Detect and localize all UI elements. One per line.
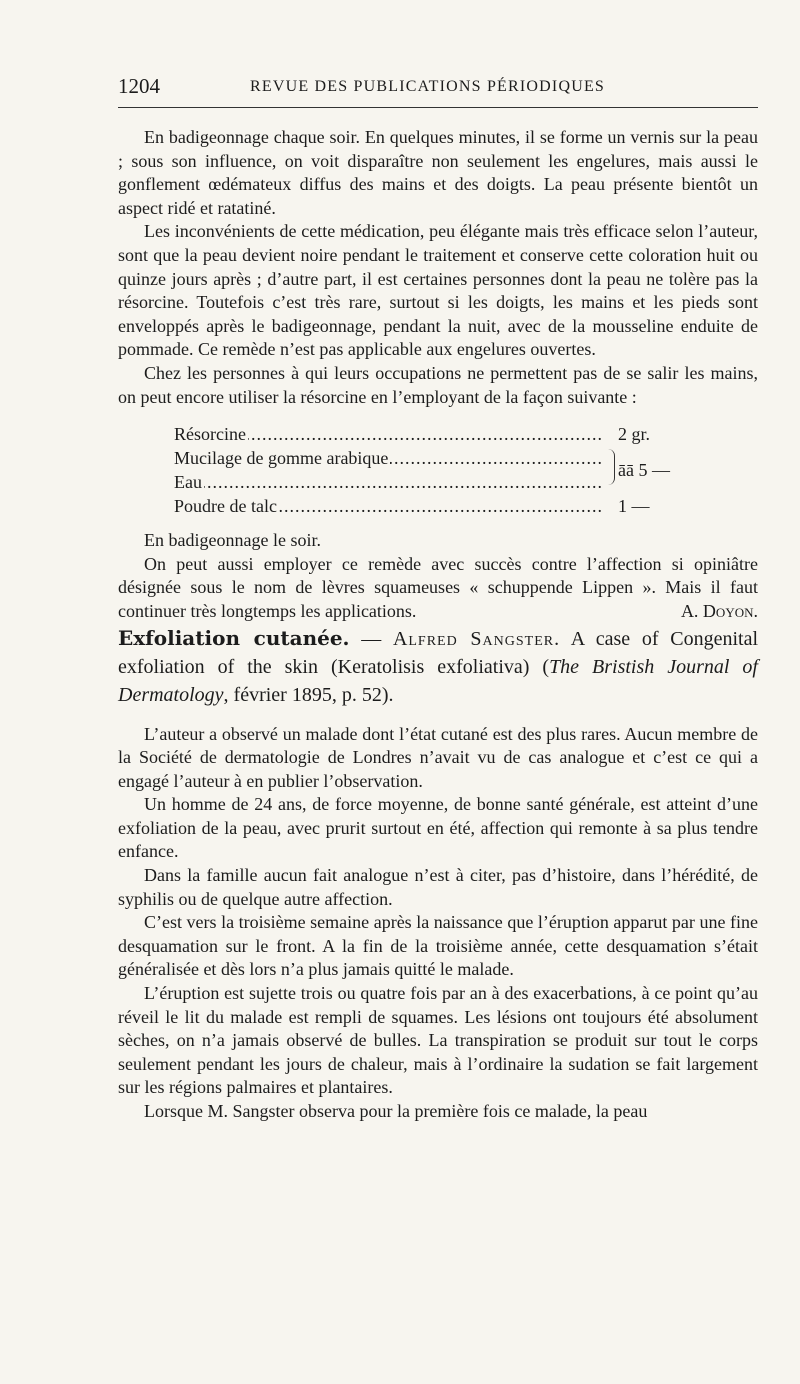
paragraph: Chez les personnes à qui leurs occupations ne permettent pas de se salir les mains, on peut encore utiliser la résorcine en l’employant de la façon suivante : (118, 362, 758, 407)
article-title-text: A case of Congenital exfoliation of the skin (Keratolisis exfoliativa) ( (118, 627, 758, 678)
prescription-item: Poudre de talc ..... (174, 495, 604, 517)
prescription-quantity: āā 5 — (618, 460, 670, 481)
article-author: Alfred Sangster. (392, 627, 561, 650)
paragraph: Lorsque M. Sangster observa pour la première fois ce malade, la peau (144, 1101, 648, 1121)
paragraph: C’est vers la troisième semaine après la naissance que l’éruption apparut par une fine desquamation sur le front. A la fin de la troisième année, cette desquamation s’était généralisée et dès lors n’a plus jamais quitté le malade. (118, 912, 758, 980)
page-number: 1204 (118, 74, 160, 98)
prescription-quantity: 1 — (618, 496, 650, 517)
journal-name: The Bristish Journal of Dermatology (118, 655, 758, 706)
paragraph: Un homme de 24 ans, de force moyenne, de bonne santé générale, est atteint d’une exfoliation de la peau, avec prurit surtout en été, affection qui remonte à sa plus tendre enfance. (118, 794, 758, 862)
article-subject: Exfoliation cutanée. (118, 625, 350, 650)
header-rule (118, 107, 758, 108)
paragraph: L’éruption est sujette trois ou quatre fois par an à des exacerbations, à ce point qu’au réveil le lit du malade est rempli de squames. Les lésions ont toujours été absolument sèches, on n’a jamais observé de bulles. La transpiration se produit sur tout le corps seulement pendant les jours de chaleur, mais à l’ordinaire la sudation se fait largement sur les régions palmaires et plantaires. (118, 983, 758, 1098)
paragraph: Dans la famille aucun fait analogue n’est à citer, pas d’histoire, dans l’hérédité, de syphilis ou de quelque autre affection. (118, 865, 758, 909)
signature: A. Doyon. (680, 600, 758, 621)
citation: , février 1895, p. 52). (223, 683, 394, 706)
running-head: REVUE DES PUBLICATIONS PÉRIODIQUES (250, 78, 606, 95)
prescription-table (118, 423, 758, 517)
prescription-item: Mucilage de gomme arabique ..... (174, 447, 604, 469)
prescription-item: Résorcine ..... (174, 423, 604, 445)
page-header (118, 70, 758, 104)
body-text (118, 126, 758, 1124)
prescription-quantity: 2 gr. (618, 424, 651, 445)
prescription-item: Eau ..... (174, 471, 604, 493)
paragraph: On peut aussi employer ce remède avec succès contre l’affection si opiniâtre désignée sous le nom de lèvres squameuses « schuppende Lippen ». Mais il faut continuer très longtemps les applications. A. Doyon. (118, 553, 758, 624)
paragraph: L’auteur a observé un malade dont l’état cutané est des plus rares. Aucun membre de la Société de dermatologie de Londres n’avait vu de cas analogue et c’est ce qui a engagé l’auteur à en publier l’observation. (118, 723, 758, 791)
paragraph: En badigeonnage le soir. (144, 530, 321, 551)
paragraph: En badigeonnage chaque soir. En quelques minutes, il se forme un vernis sur la peau ; sous son influence, on voit disparaître non seulement les engelures, mais aussi le gonflement œdémateux diffus des mains et des doigts. La peau présente bientôt un aspect ridé et ratatiné. (118, 127, 758, 218)
grouping-brace (608, 449, 615, 485)
article-heading: Exfoliation cutanée. — Alfred Sangster. A case of Congenital exfoliation of the skin (Keratolisis exfoliativa) (The Bristish Journal of Dermatology, février 1895, p. 52). (118, 625, 758, 706)
paragraph: Les inconvénients de cette médication, peu élégante mais très efficace selon l’auteur, sont que la peau devient noire pendant le traitement et conserve cette coloration huit ou quinze jours après ; d’autre part, il est certaines personnes dont la peau ne tolère pas la résorcine. Toutefois c’est très rare, surtout si les doigts, les mains et les pieds sont enveloppés après le badigeonnage, pendant la nuit, avec de la mousseline enduite de pommade. Ce remède n’est pas applicable aux engelures ouvertes. (118, 221, 758, 360)
